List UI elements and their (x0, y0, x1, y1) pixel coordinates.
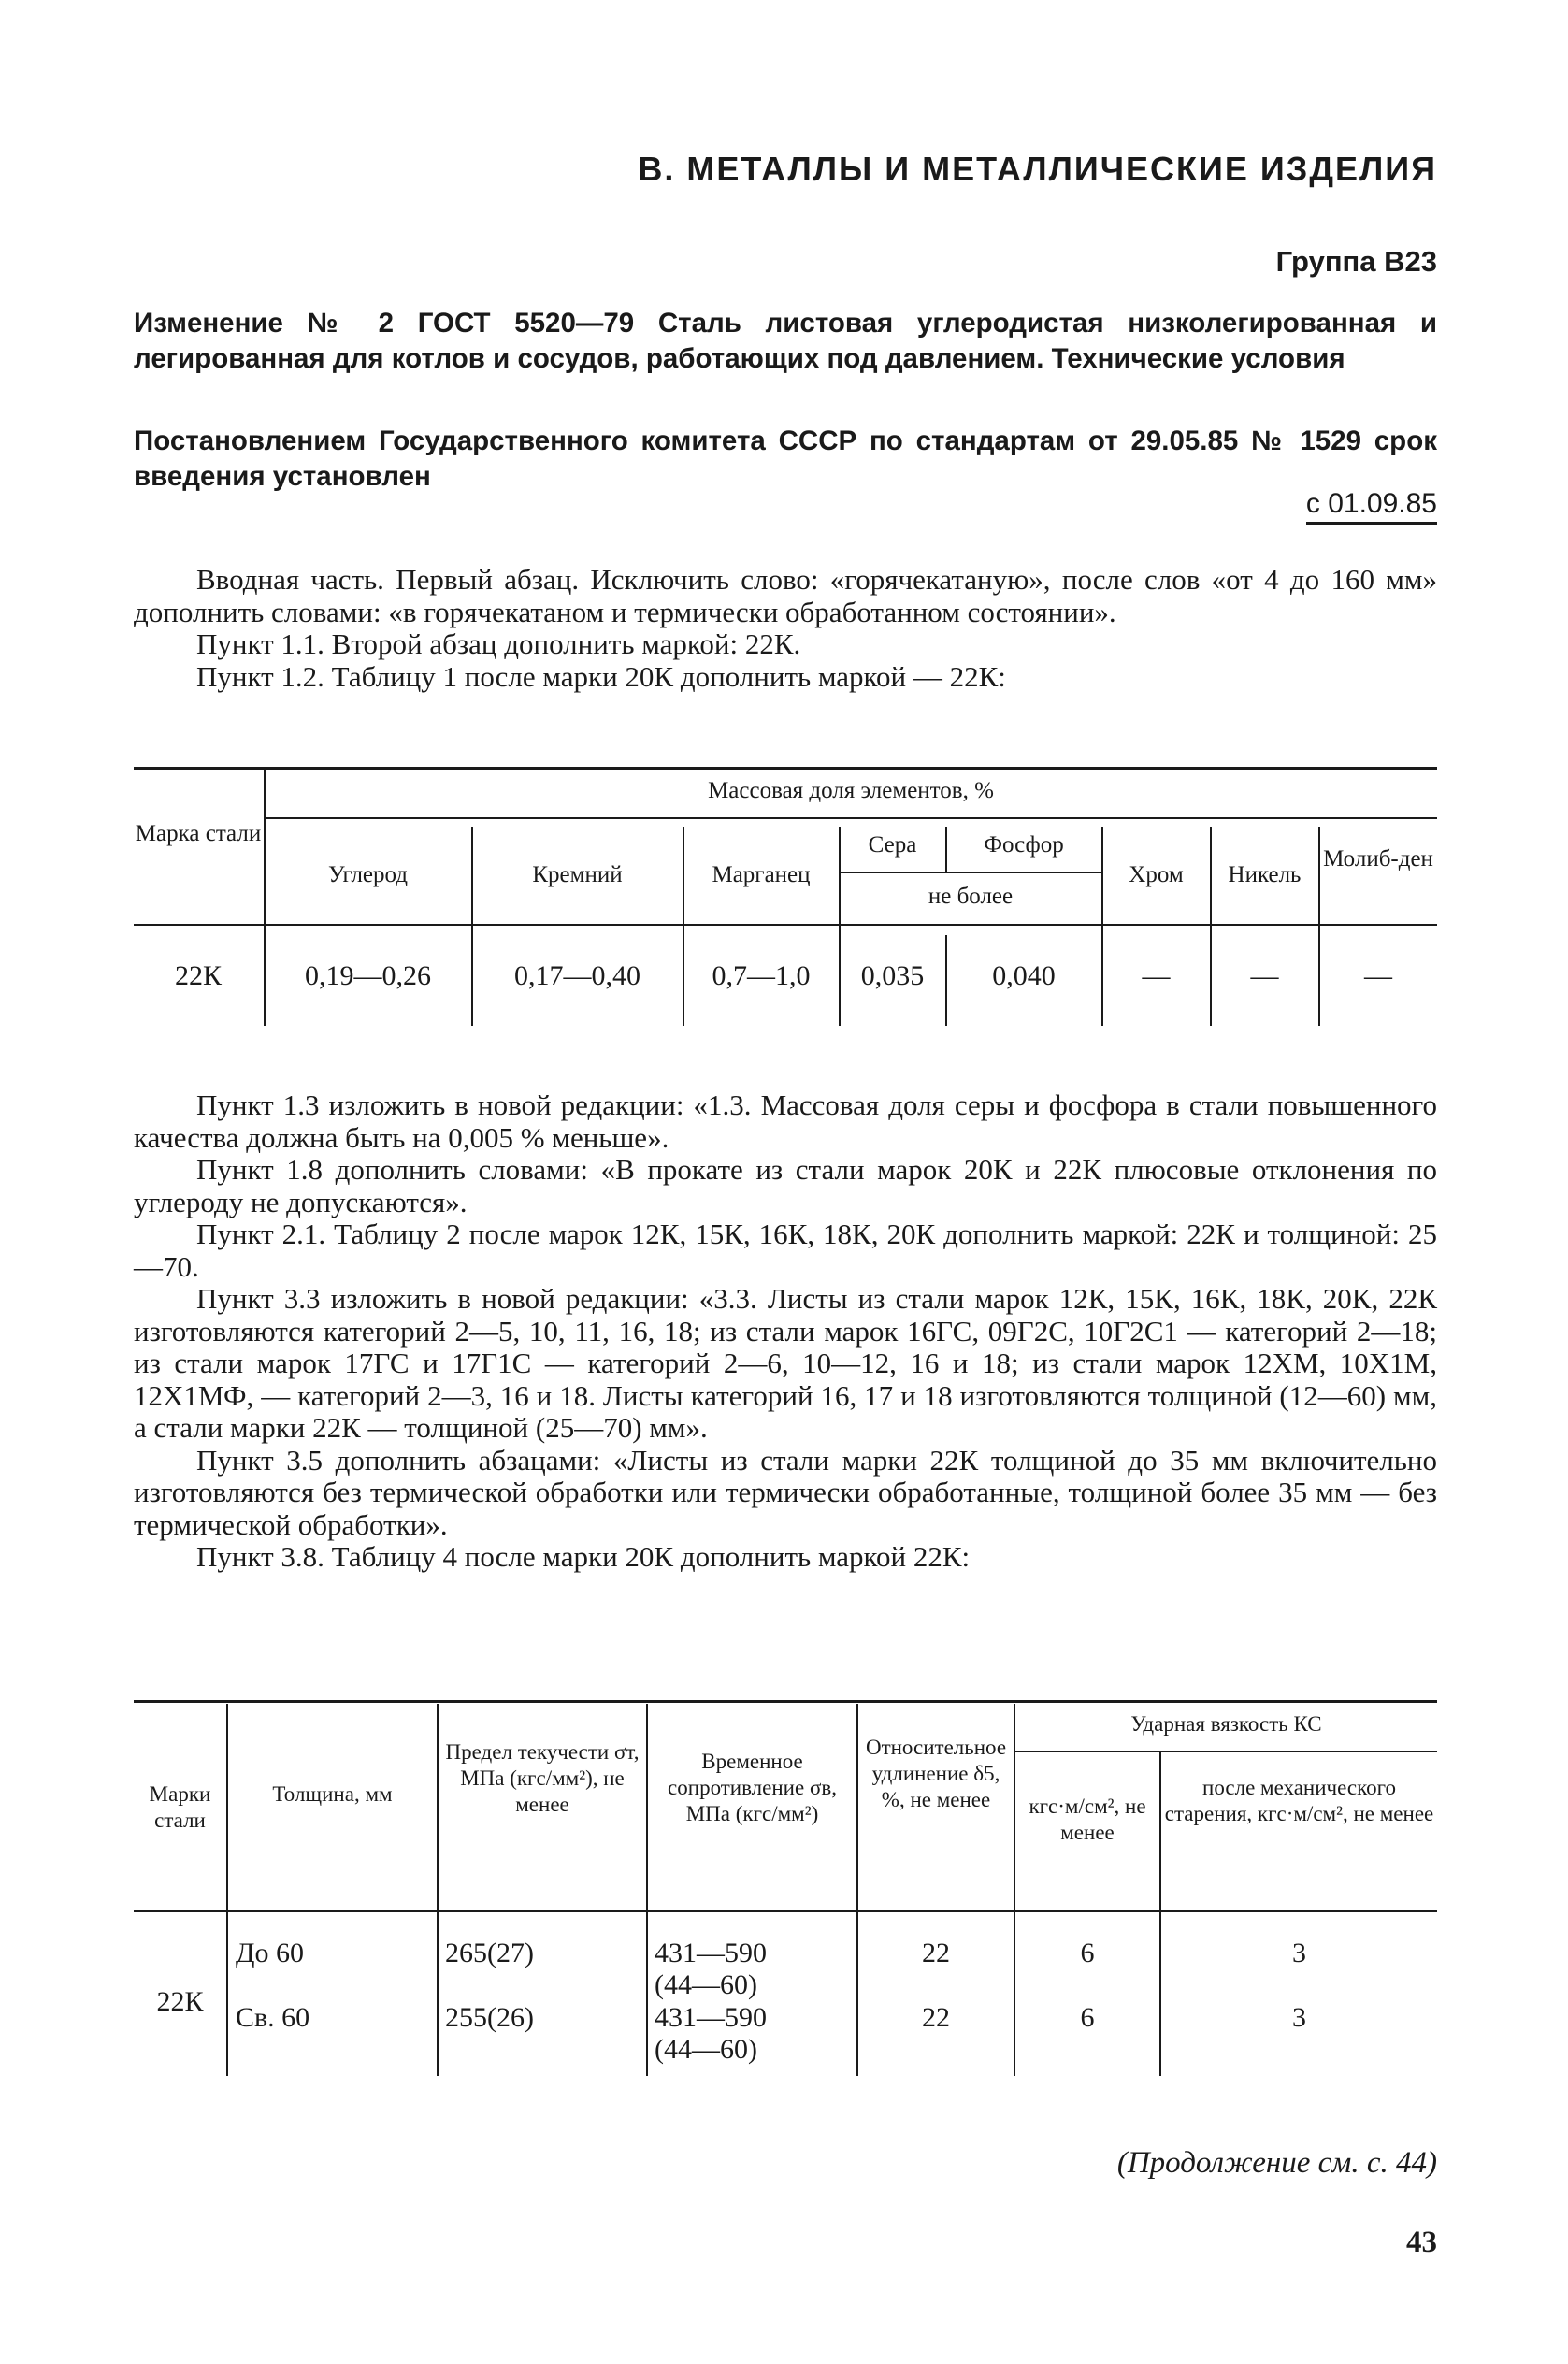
cell-tensile-kgf: (44—60) (655, 2034, 757, 2065)
paragraph: Пункт 3.3 изложить в новой редакции: «3.3. Листы из стали марок 12К, 15К, 16К, 18К, 20К, 22К изготовляются категорий 2—5, 10, 11, 16, 18; из стали марок 16ГС, 09Г2С, 10Г2С1 — категорий 2—18; из стали марок 17ГС и 17Г1С — категорий 2—6, 10—12, 16 и 18; из стали марок 12ХМ, 10Х1М, 12Х1МФ, — категорий 2—3, 16 и 18. Листы категорий 16, 17 и 18 изготовляются толщиной (12—60) мм, а стали марки 22К — толщиной (25—70) мм». (134, 1282, 1437, 1444)
group-label: Группа В23 (1275, 245, 1437, 278)
cell-tensile: 431—590 (655, 1938, 767, 1968)
col-tensile: Временное сопротивление σв, МПа (кгс/мм²) (668, 1750, 837, 1825)
cell-nickel: — (1250, 960, 1279, 991)
intro-date: с 01.09.85 (1306, 488, 1437, 525)
cell-phosphorus: 0,040 (992, 960, 1056, 991)
col-nickel: Никель (1228, 862, 1302, 887)
cell-impact-aged: 3 (1292, 1938, 1306, 1968)
resolution-text: Постановлением Государственного комитета СССР по стандартам от 29.05.85 № 1529 срок введения установлен (134, 425, 1437, 492)
cell-tensile-kgf: (44—60) (655, 1969, 757, 2000)
col-elongation: Относительное удлинение δ5, %, не менее (865, 1736, 1007, 1811)
cell-grade: 22К (156, 1986, 204, 2017)
cell-impact-aged: 3 (1292, 2002, 1306, 2033)
cell-elongation: 22 (922, 2002, 950, 2033)
paragraph: Пункт 3.5 дополнить абзацами: «Листы из стали марки 22К толщиной до 35 мм включительно изготовляются без термической обработки или термически обработанные, толщиной более 35 мм — без термической обработки». (134, 1443, 1437, 1541)
page-number: 43 (1406, 2226, 1437, 2259)
col-not-more: не более (928, 884, 1014, 909)
table-line (134, 924, 1437, 926)
cell-tensile: 431—590 (655, 2002, 767, 2033)
col-silicon: Кремний (532, 862, 623, 887)
paragraph: Пункт 1.1. Второй абзац дополнить маркой: 22К. (196, 627, 801, 660)
col-impact: кгс·м/см², не менее (1029, 1795, 1146, 1844)
cell-grade: 22К (174, 960, 222, 991)
paragraph: Пункт 1.3 изложить в новой редакции: «1.3. Массовая доля серы и фосфора в стали повышенного качества должна быть на 0,005 % меньше». (134, 1088, 1437, 1154)
col-chrome: Хром (1129, 862, 1184, 887)
col-grade: Марки стали (149, 1782, 211, 1832)
col-molybdenum: Молиб-ден (1323, 846, 1433, 872)
cell-impact: 6 (1080, 2002, 1095, 2033)
paragraph: Пункт 2.1. Таблицу 2 после марок 12К, 15К, 16К, 18К, 20К дополнить маркой: 22К и толщиной: 25—70. (134, 1218, 1437, 1283)
table-line (1014, 1751, 1437, 1752)
cell-thickness: Св. 60 (236, 2002, 310, 2033)
col-grade: Марка стали (135, 821, 262, 846)
table-line (134, 1910, 1437, 1912)
section-title: В. МЕТАЛЛЫ И МЕТАЛЛИЧЕСКИЕ ИЗДЕЛИЯ (638, 150, 1437, 188)
col-phosphorus: Фосфор (984, 832, 1064, 858)
paragraphs-body (134, 1089, 1437, 1574)
col-sulfur: Сера (868, 832, 917, 858)
col-impact-aged: после механического старения, кгс·м/см², не менее (1164, 1776, 1434, 1825)
table-line (1101, 827, 1103, 1026)
paragraph: Пункт 1.2. Таблицу 1 после марки 20К дополнить маркой — 22К: (196, 659, 1006, 693)
cell-yield: 265(27) (445, 1938, 534, 1968)
cell-molybdenum: — (1364, 960, 1392, 991)
cell-thickness: До 60 (236, 1938, 304, 1968)
cell-sulfur: 0,035 (860, 960, 925, 991)
table-line (471, 827, 473, 1026)
table-line (265, 817, 1437, 819)
cell-impact: 6 (1080, 1938, 1095, 1968)
col-carbon: Углерод (327, 862, 409, 887)
table-rule (134, 1700, 1437, 1703)
table-line (1210, 827, 1212, 1026)
amendment-heading: Изменение № 2 ГОСТ 5520—79 Сталь листовая углеродистая низколегированная и легированная для котлов и сосудов, работающих под давлением. Технические условия (134, 308, 1437, 374)
paragraph: Вводная часть. Первый абзац. Исключить слово: «горячекатаную», после слов «от 4 до 160 мм» дополнить словами: «в горячекатаном и термически обработанном состоянии». (134, 563, 1437, 628)
paragraphs-intro (134, 564, 1437, 693)
col-manganese: Марганец (712, 862, 811, 887)
col-group: Массовая доля элементов, % (708, 778, 994, 803)
continuation-note: (Продолжение см. с. 44) (1116, 2146, 1437, 2180)
col-impact-group: Ударная вязкость КС (1130, 1712, 1322, 1736)
cell-silicon: 0,17—0,40 (514, 960, 640, 991)
cell-chrome: — (1142, 960, 1171, 991)
col-yield: Предел текучести σт, МПа (кгс/мм²), не менее (445, 1740, 640, 1816)
paragraph: Пункт 3.8. Таблицу 4 после марки 20К дополнить маркой 22К: (196, 1540, 971, 1573)
table-line (226, 1704, 228, 2076)
cell-elongation: 22 (922, 1938, 950, 1968)
cell-manganese: 0,7—1,0 (712, 960, 811, 991)
cell-yield: 255(26) (445, 2002, 534, 2033)
table-line (683, 827, 684, 1026)
table-line (840, 872, 1101, 873)
paragraph: Пункт 1.8 дополнить словами: «В прокате из стали марок 20К и 22К плюсовые отклонения по углероду не допускаются». (134, 1153, 1437, 1218)
col-thickness: Толщина, мм (272, 1782, 393, 1806)
cell-carbon: 0,19—0,26 (305, 960, 431, 991)
table-rule (134, 767, 1437, 770)
